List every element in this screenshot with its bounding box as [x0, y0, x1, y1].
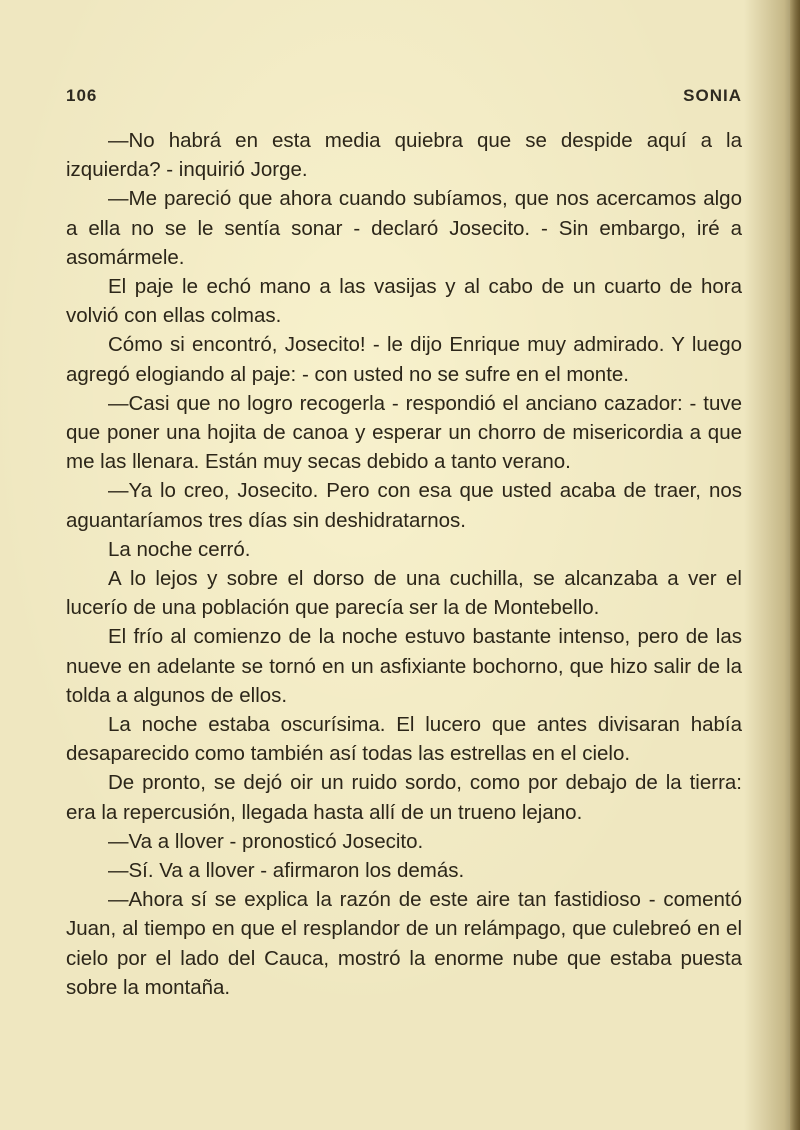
paragraph: El paje le echó mano a las vasijas y al cabo de un cuarto de hora volvió con ellas colmas. [66, 275, 742, 328]
paragraph: —Casi que no logro recogerla - respondió el anciano cazador: - tuve que poner una hojita de canoa y esperar un chorro de misericordia a que me las llenara. Están muy secas debido a tanto verano. [66, 391, 742, 474]
paragraph: A lo lejos y sobre el dorso de una cuchilla, se alcanzaba a ver el lucerío de una población que parecía ser la de Montebello. [66, 567, 742, 620]
page-number: 106 [66, 86, 98, 105]
paragraph: La noche estaba oscurísima. El lucero que antes divisaran había desaparecido como también así todas las estrellas en el cielo. [66, 713, 742, 766]
paragraph: —No habrá en esta media quiebra que se despide aquí a la izquierda? - inquirió Jorge. [66, 129, 742, 182]
paragraph: —Ahora sí se explica la razón de este aire tan fastidioso - comentó Juan, al tiempo en que el resplandor de un relámpago, que culebreó en el cielo por el lado del Cauca, mostró la enorme nube que estaba puesta sobre la montaña. [66, 888, 742, 999]
paragraph: De pronto, se dejó oir un ruido sordo, como por debajo de la tierra: era la repercusión, llegada hasta allí de un trueno lejano. [66, 771, 742, 824]
paragraph: El frío al comienzo de la noche estuvo bastante intenso, pero de las nueve en adelante se tornó en un asfixiante bochorno, que hizo salir de la tolda a algunos de ellos. [66, 625, 742, 707]
page-edge-shadow [790, 0, 800, 1130]
page-header [66, 86, 742, 114]
running-title: SONIA [683, 86, 742, 105]
paragraph: —Sí. Va a llover - afirmaron los demás. [108, 859, 465, 883]
paragraph: —Ya lo creo, Josecito. Pero con esa que usted acaba de traer, nos aguantaríamos tres días sin deshidratarnos. [66, 479, 742, 532]
paragraph: Cómo si encontró, Josecito! - le dijo Enrique muy admirado. Y luego agregó elogiando al paje: - con usted no se sufre en el monte. [66, 333, 742, 386]
body-text [66, 126, 742, 1002]
paragraph: —Va a llover - pronosticó Josecito. [108, 829, 424, 853]
paragraph: La noche cerró. [108, 537, 251, 561]
paragraph: —Me pareció que ahora cuando subíamos, que nos acercamos algo a ella no se le sentía sonar - declaró Josecito. - Sin embargo, iré a asomármele. [66, 187, 742, 269]
